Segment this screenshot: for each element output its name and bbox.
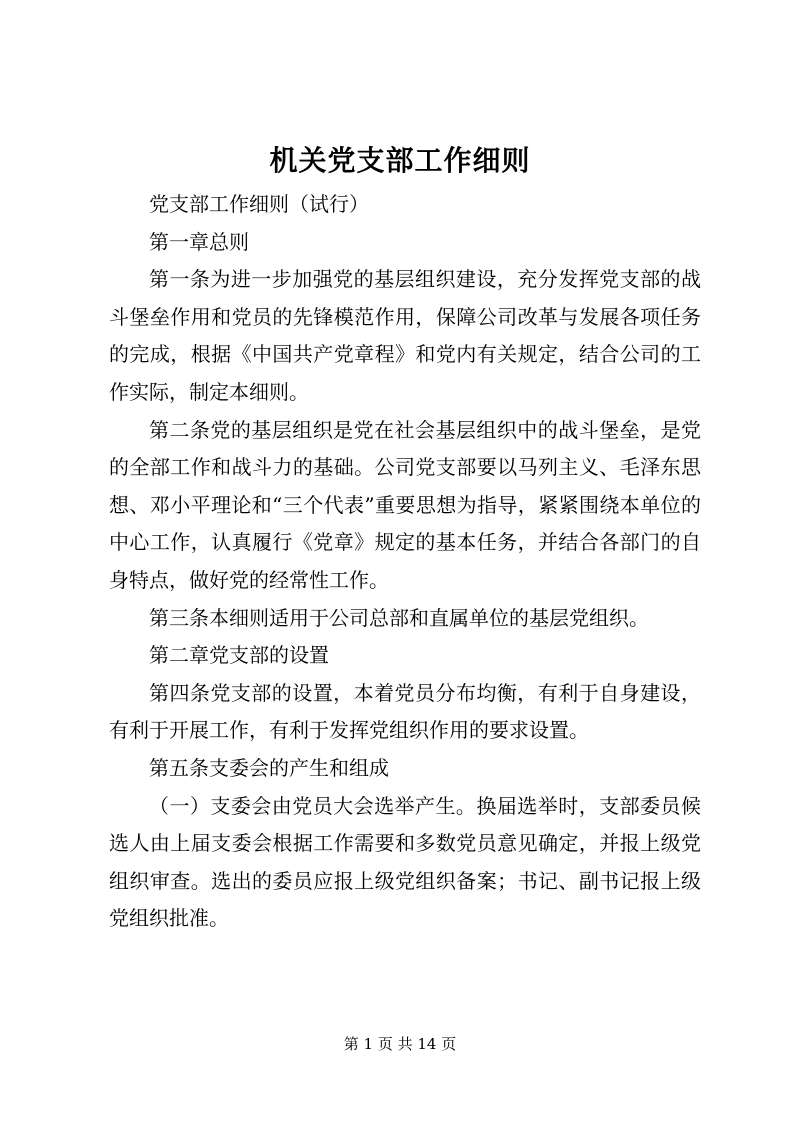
document-body — [109, 186, 701, 938]
paragraph-article-5: 第五条支委会的产生和组成 — [149, 755, 389, 780]
paragraph-article-3: 第三条本细则适用于公司总部和直属单位的基层党组织。 — [149, 605, 649, 630]
paragraph-article-4: 第四条党支部的设置，本着党员分布均衡，有利于自身建设，有利于开展工作，有利于发挥党组织作用的要求设置。 — [109, 680, 701, 743]
paragraph-article-5-item-1: （一）支委会由党员大会选举产生。换届选举时，支部委员候选人由上届支委会根据工作需要和多数党员意见确定，并报上级党组织审查。选出的委员应报上级党组织备案；书记、副书记报上级党组织批准。 — [109, 793, 701, 931]
page-number-footer: 第 1 页 共 14 页 — [343, 1035, 457, 1053]
paragraph-chapter-2-heading: 第二章党支部的设置 — [149, 643, 329, 668]
paragraph-subtitle: 党支部工作细则（试行） — [149, 192, 369, 216]
document-title: 机关党支部工作细则 — [269, 144, 531, 177]
paragraph-chapter-1-heading: 第一章总则 — [149, 229, 249, 254]
paragraph-article-2: 第二条党的基层组织是党在社会基层组织中的战斗堡垒，是党的全部工作和战斗力的基础。公司党支部要以马列主义、毛泽东思想、邓小平理论和“三个代表”重要思想为指导，紧紧围绕本单位的中心工作，认真履行《党章》规定的基本任务，并结合各部门的自身特点，做好党的经常性工作。 — [109, 417, 701, 592]
paragraph-article-1: 第一条为进一步加强党的基层组织建设，充分发挥党支部的战斗堡垒作用和党员的先锋模范作用，保障公司改革与发展各项任务的完成，根据《中国共产党章程》和党内有关规定，结合公司的工作实际，制定本细则。 — [109, 267, 701, 404]
